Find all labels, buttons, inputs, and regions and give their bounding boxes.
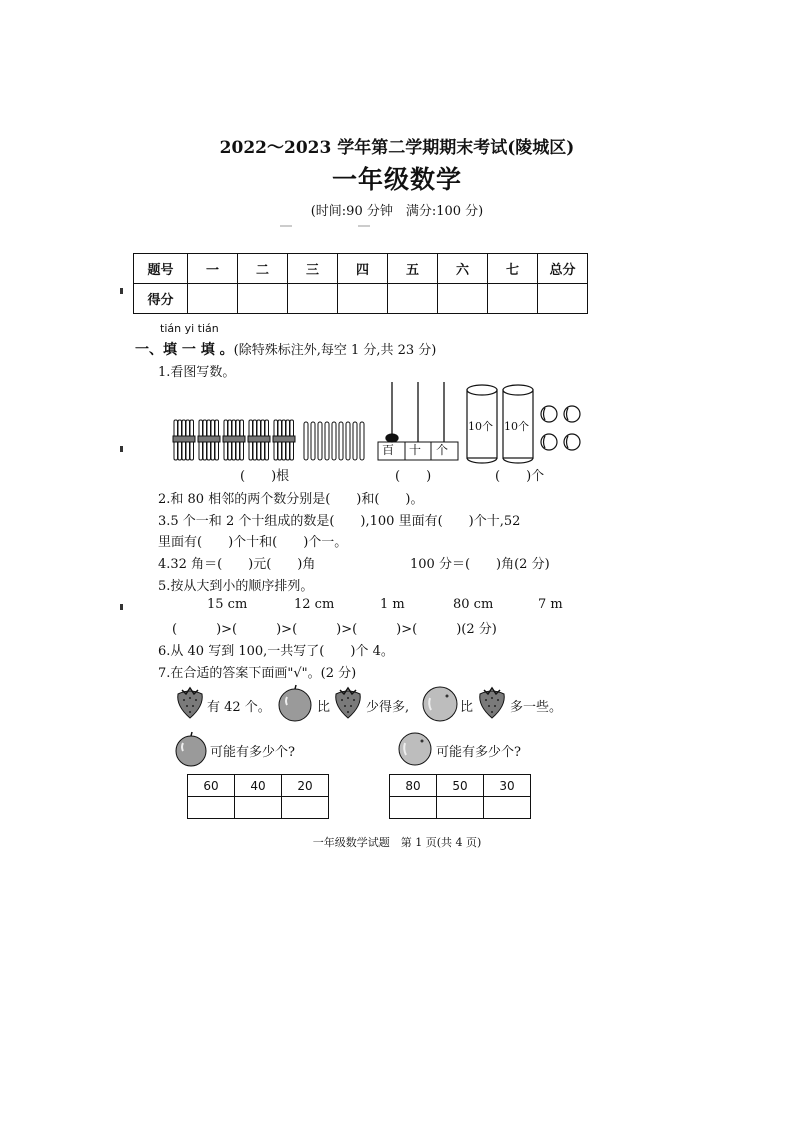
question-4b: 100 分＝( )角(2 分) <box>410 557 550 572</box>
apple-option: 20 <box>282 775 329 797</box>
abacus-label-tens: 十 <box>409 443 422 457</box>
ordering-blanks[interactable]: ( )>( )>( )>( )>( )(2 分) <box>172 622 497 637</box>
q7-sentence-part: 有 42 个。 <box>207 700 271 715</box>
question-3-cont: 里面有( )个十和( )个一。 <box>158 535 348 550</box>
score-header-cell: 题号 <box>134 254 188 284</box>
score-cell[interactable] <box>388 284 438 314</box>
question-5: 5.按从大到小的顺序排列。 <box>158 579 314 594</box>
abacus-label-hundreds: 百 <box>382 443 395 457</box>
decorative-marks <box>280 224 370 228</box>
length-item: 15 cm <box>207 597 248 612</box>
question-2: 2.和 80 相邻的两个数分别是( )和( )。 <box>158 492 424 507</box>
apple-check-cell[interactable] <box>282 797 329 819</box>
apple-check-cell[interactable] <box>235 797 282 819</box>
cylinder-label: 10个 <box>468 420 493 433</box>
length-item: 12 cm <box>294 597 335 612</box>
score-header-cell: 六 <box>438 254 488 284</box>
orange-icon <box>396 730 434 768</box>
orange-option: 50 <box>437 775 484 797</box>
orange-question: 可能有多少个? <box>436 745 521 760</box>
cylinder-label: 10个 <box>504 420 529 433</box>
loose-sticks-icon <box>304 422 364 460</box>
subject-title: 一年级数学 <box>331 165 462 194</box>
length-item: 80 cm <box>453 597 494 612</box>
section-title: 一、填 一 填 。 <box>135 342 234 358</box>
length-item: 1 m <box>380 597 405 612</box>
apple-answer-table <box>187 774 329 819</box>
exam-title: 2022～2023 学年第二学期期末考试(陵城区) <box>219 138 575 158</box>
section-note: (除特殊标注外,每空 1 分,共 23 分) <box>233 343 437 358</box>
length-item: 7 m <box>538 597 563 612</box>
apple-option: 60 <box>188 775 235 797</box>
section-pinyin: tián yi tián <box>160 322 219 335</box>
score-cell[interactable] <box>338 284 388 314</box>
score-cell[interactable] <box>238 284 288 314</box>
strawberry-icon <box>172 684 208 720</box>
page-footer: 一年级数学试题 第 1 页(共 4 页) <box>312 836 482 849</box>
section-heading <box>135 339 436 359</box>
ball-icon <box>541 406 580 450</box>
orange-option: 30 <box>484 775 531 797</box>
orange-icon <box>420 684 460 724</box>
apple-icon <box>172 730 210 768</box>
blank-cylinders[interactable]: ( )个 <box>495 469 545 484</box>
score-header-cell: 二 <box>238 254 288 284</box>
q7-sentence-part: 多一些。 <box>510 700 563 715</box>
orange-check-cell[interactable] <box>437 797 484 819</box>
abacus-label-ones: 个 <box>436 443 449 457</box>
score-cell[interactable] <box>188 284 238 314</box>
apple-option: 40 <box>235 775 282 797</box>
score-header-cell: 七 <box>488 254 538 284</box>
stick-bundles-icon <box>173 420 295 460</box>
score-table-score-row <box>134 284 588 314</box>
margin-mark <box>120 288 123 294</box>
score-row-label: 得分 <box>134 284 188 314</box>
score-cell[interactable] <box>538 284 588 314</box>
orange-answer-table <box>389 774 531 819</box>
score-header-cell: 四 <box>338 254 388 284</box>
question-4a: 4.32 角＝( )元( )角 <box>158 557 316 572</box>
exam-duration-score: (时间:90 分钟 满分:100 分) <box>310 204 484 219</box>
strawberry-icon <box>330 684 366 720</box>
q7-sentence-part: 比 <box>460 700 474 715</box>
question-7: 7.在合适的答案下面画"√"。(2 分) <box>158 666 357 681</box>
question-1: 1.看图写数。 <box>158 365 236 380</box>
apple-check-cell[interactable] <box>188 797 235 819</box>
score-header-cell: 总分 <box>538 254 588 284</box>
margin-mark <box>120 446 123 452</box>
score-header-cell: 五 <box>388 254 438 284</box>
score-cell[interactable] <box>488 284 538 314</box>
q7-sentence-part: 比 <box>317 700 331 715</box>
question-6: 6.从 40 写到 100,一共写了( )个 4。 <box>158 644 394 659</box>
score-header-cell: 一 <box>188 254 238 284</box>
apple-question: 可能有多少个? <box>210 745 295 760</box>
orange-option: 80 <box>390 775 437 797</box>
blank-sticks[interactable]: ( )根 <box>240 469 290 484</box>
score-table <box>133 253 588 314</box>
question-3: 3.5 个一和 2 个十组成的数是( ),100 里面有( )个十,52 <box>158 514 521 529</box>
margin-mark <box>120 604 123 610</box>
orange-check-cell[interactable] <box>390 797 437 819</box>
q7-sentence-part: 少得多, <box>366 700 410 715</box>
orange-check-cell[interactable] <box>484 797 531 819</box>
score-cell[interactable] <box>438 284 488 314</box>
blank-abacus[interactable]: ( ) <box>395 469 432 484</box>
score-cell[interactable] <box>288 284 338 314</box>
strawberry-icon <box>474 684 510 720</box>
apple-icon <box>275 683 315 723</box>
score-table-header-row <box>134 254 588 284</box>
score-header-cell: 三 <box>288 254 338 284</box>
